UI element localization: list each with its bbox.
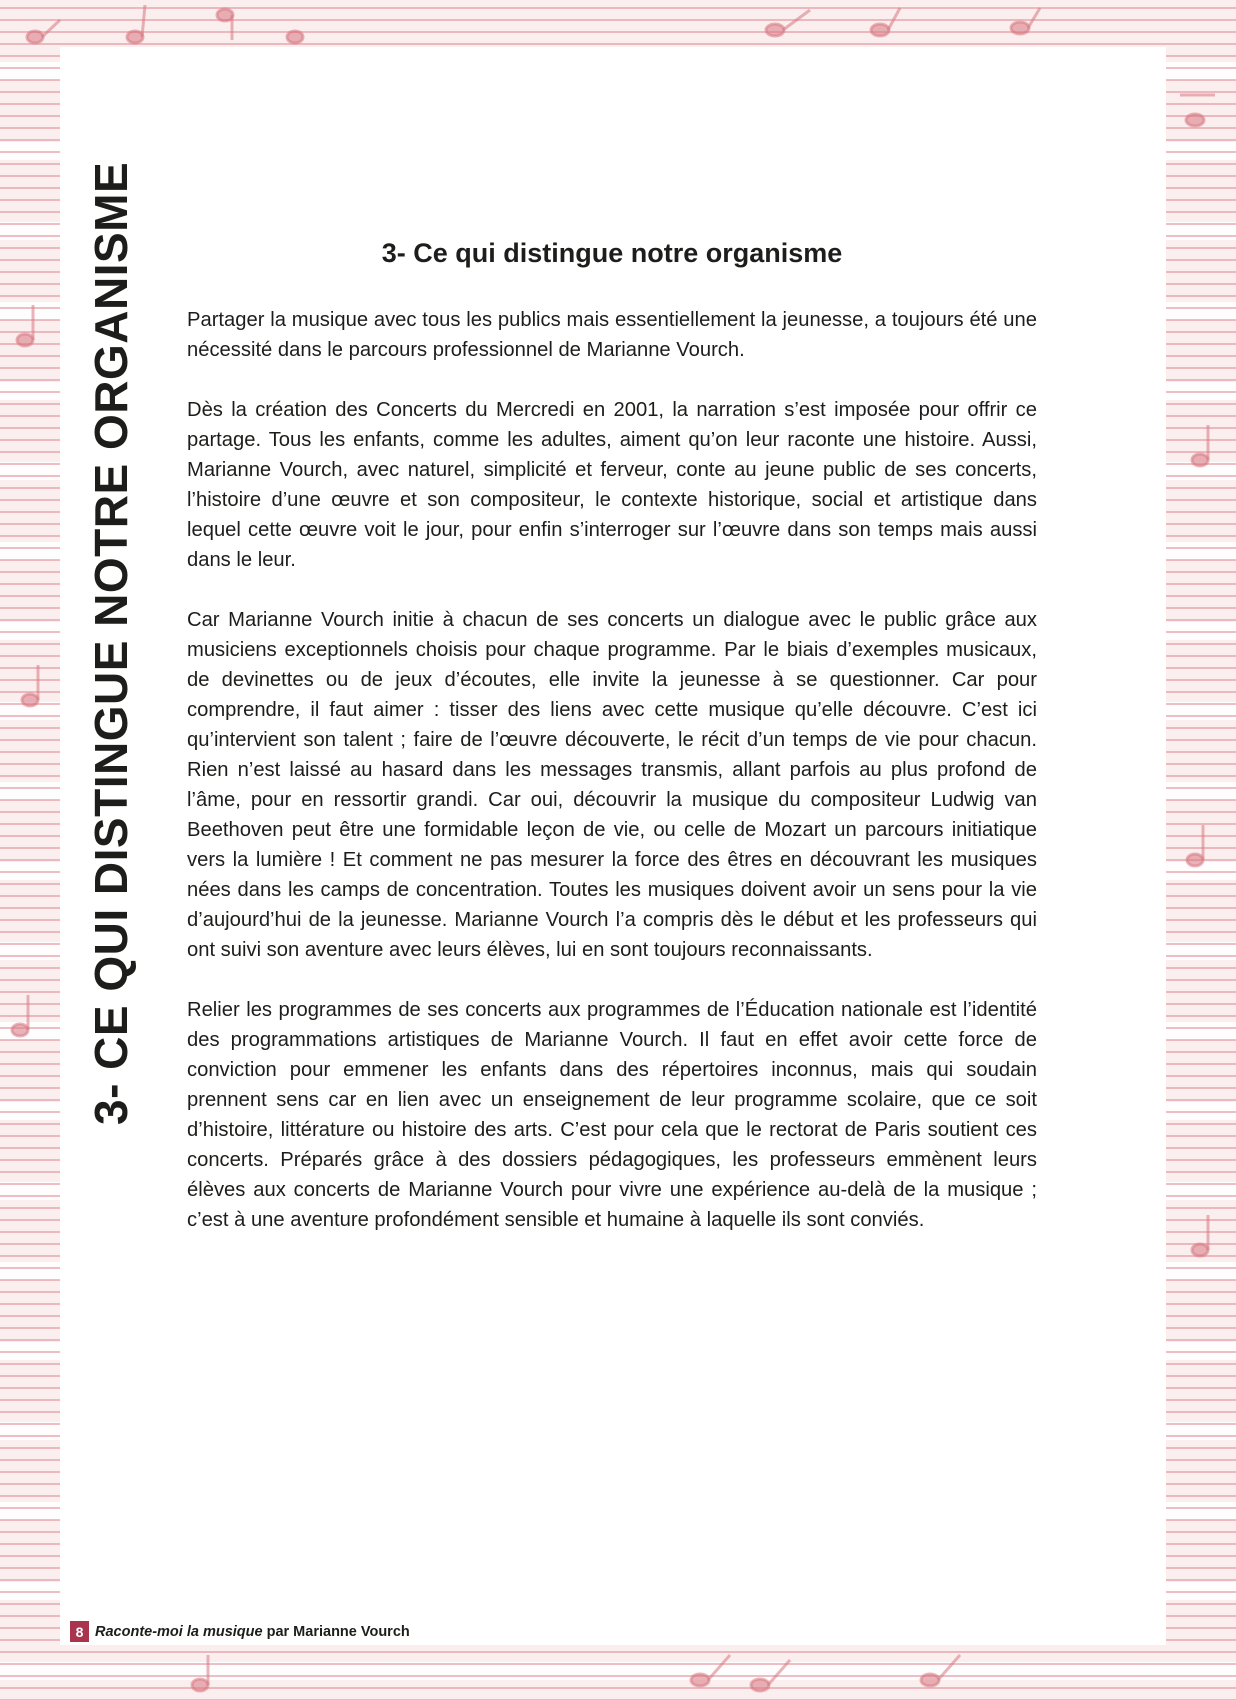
section-side-title: 3- CE QUI DISTINGUE NOTRE ORGANISME [85, 161, 137, 1125]
paragraph: Relier les programmes de ses concerts aux programmes de l’Éducation nationale est l’identité des programmations artistiques de Marianne Vourch. Il faut en effet avoir cette force de conviction pour emmener les enfants dans des répertoires inconnus, mais qui soudain prennent sens car en lien avec un enseignement de leur programme scolaire, que ce soit d’histoire, littérature ou histoire des arts. C’est pour cela que le rectorat de Paris soutient ces concerts. Préparés grâce à des dossiers pédagogiques, les professeurs emmènent leurs élèves aux concerts de Marianne Vourch pour vivre une expérience au-delà de la musique ; c’est à une aventure profondément sensible et humaine à laquelle ils sont conviés. [187, 999, 1037, 1231]
body-text [187, 305, 1037, 1265]
paragraph: Car Marianne Vourch initie à chacun de ses concerts un dialogue avec le public grâce aux musiciens exceptionnels choisis pour chaque programme. Par le biais d’exemples musicaux, de devinettes ou de jeux d’écoutes, elle invite la jeunesse à se questionner. Car pour comprendre, il faut aimer : tisser des liens avec cette musique qu’elle découvre. C’est ici qu’intervient son talent ; faire de l’œuvre découverte, le récit d’un temps de vie pour chacun. Rien n’est laissé au hasard dans les messages transmis, allant parfois au plus profond de l’âme, pour en ressortir grandi. Car oui, découvrir la musique du compositeur Ludwig van Beethoven peut être une formidable leçon de vie, ou celle de Mozart un parcours initiatique vers la lumière ! Et comment ne pas mesurer la force des êtres en découvrant les musiques nées dans les camps de concentration. Toutes les musiques doivent avoir un sens pour la vie d’aujourd’hui de la jeunesse. Marianne Vourch l’a compris dès le début et les professeurs qui ont suivi son aventure avec leurs élèves, lui en sont toujours reconnaissants. [187, 609, 1037, 961]
book-title: Raconte-moi la musique [95, 1623, 263, 1640]
page-footer [70, 1621, 410, 1642]
paragraph: Dès la création des Concerts du Mercredi en 2001, la narration s’est imposée pour offrir ce partage. Tous les enfants, comme les adultes, aiment qu’on leur raconte une histoire. Aussi, Marianne Vourch, avec naturel, simplicité et ferveur, conte au jeune public de ses concerts, l’histoire d’une œuvre et son compositeur, le contexte historique, social et artistique dans lequel cette œuvre voit le jour, pour enfin s’interroger sur l’œuvre dans son temps mais aussi dans le leur. [187, 399, 1037, 571]
paragraph: Partager la musique avec tous les publics mais essentiellement la jeunesse, a toujours été une nécessité dans le parcours professionnel de Marianne Vourch. [187, 309, 1037, 361]
page-number-badge: 8 [70, 1621, 89, 1642]
byline: par Marianne Vourch [266, 1623, 410, 1640]
section-heading: 3- Ce qui distingue notre organisme [381, 238, 843, 268]
